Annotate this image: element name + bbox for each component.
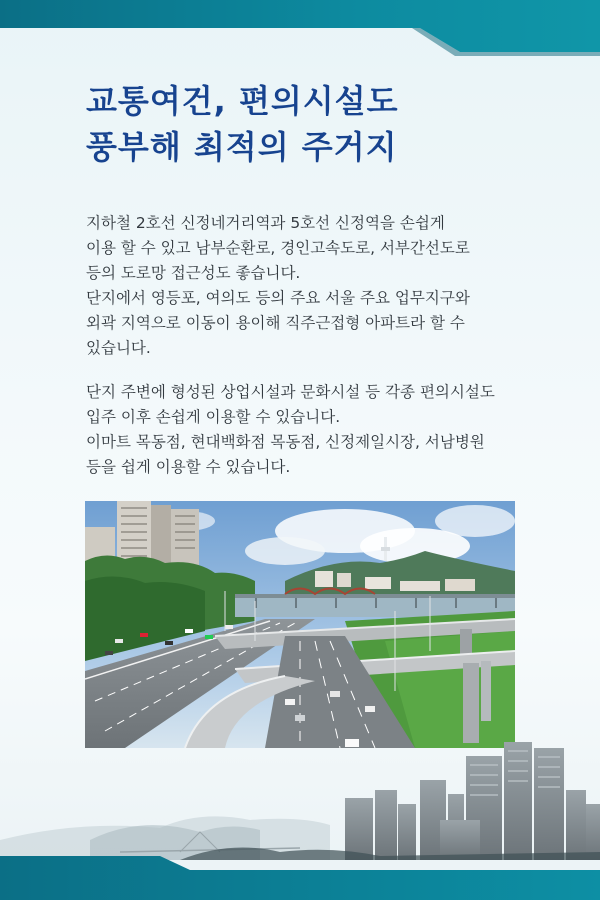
paragraph-line: 외곽 지역으로 이동이 용이해 직주근접형 아파트라 할 수	[86, 314, 465, 332]
paragraph-line: 단지 주변에 형성된 상업시설과 문화시설 등 각종 편의시설도	[86, 383, 495, 401]
paragraph-line: 등을 쉽게 이용할 수 있습니다.	[86, 458, 291, 476]
paragraph-line: 이용 할 수 있고 남부순환로, 경인고속도로, 서부간선도로	[86, 239, 470, 257]
highway-interchange-photo	[85, 501, 515, 748]
paragraph-transport	[86, 211, 546, 361]
top-decorative-band	[0, 0, 600, 56]
paragraph-line: 있습니다.	[86, 339, 151, 357]
paragraph-line: 단지에서 영등포, 여의도 등의 주요 서울 주요 업무지구와	[86, 289, 470, 307]
city-skyline-decoration	[0, 720, 600, 900]
title-line-1: 교통여건, 편의시설도	[86, 82, 399, 120]
paragraph-amenities	[86, 380, 546, 480]
page-title	[86, 78, 566, 170]
title-line-2: 풍부해 최적의 주거지	[86, 128, 398, 166]
paragraph-line: 이마트 목동점, 현대백화점 목동점, 신정제일시장, 서남병원	[86, 433, 485, 451]
paragraph-line: 등의 도로망 접근성도 좋습니다.	[86, 264, 301, 282]
paragraph-line: 입주 이후 손쉽게 이용할 수 있습니다.	[86, 408, 341, 426]
paragraph-line: 지하철 2호선 신정네거리역과 5호선 신정역을 손쉽게	[86, 214, 445, 232]
